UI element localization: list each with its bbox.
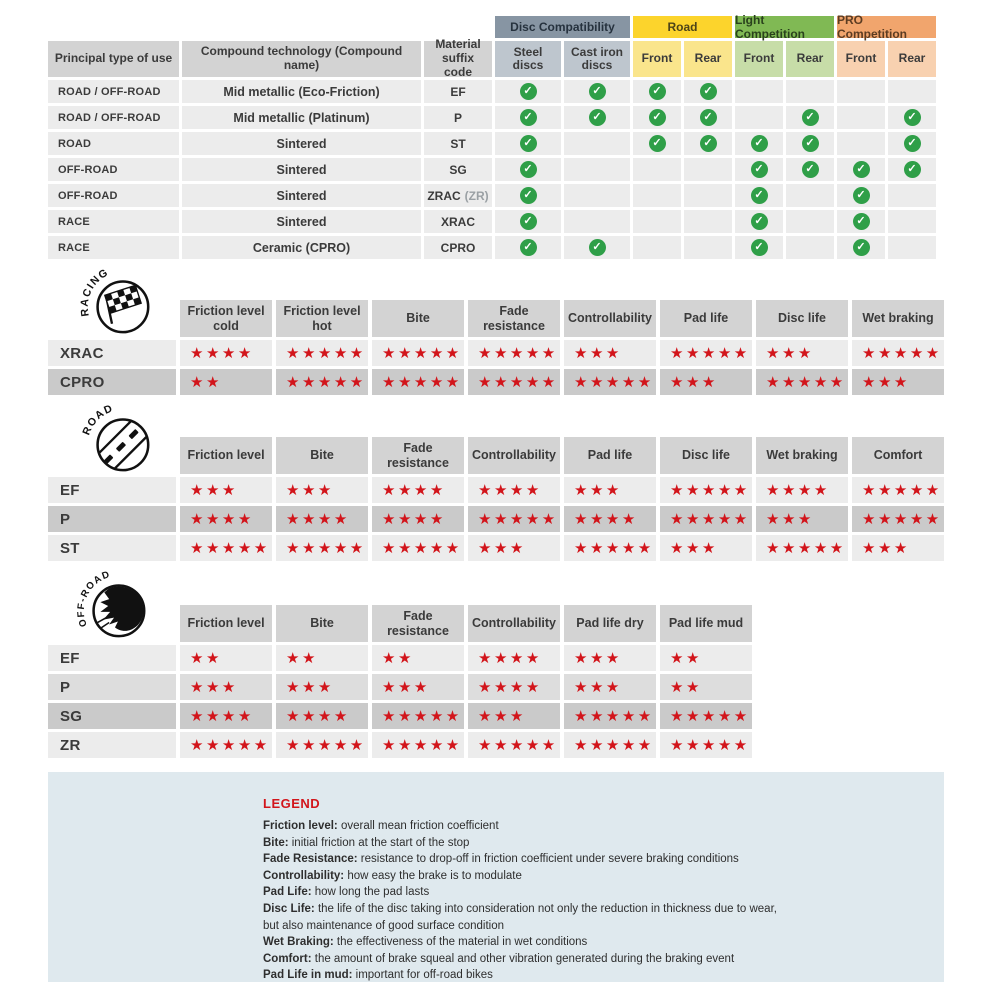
check-cell — [888, 132, 936, 155]
sub-header: Front — [735, 41, 783, 77]
star-rating: ★★★★ — [180, 506, 272, 532]
star-rating: ★★★★★ — [180, 535, 272, 561]
column-header: Compound technology (Compound name) — [182, 41, 421, 77]
legend-item — [263, 936, 924, 948]
rating-column-header: Controllability — [468, 605, 560, 642]
check-icon: ✓ — [649, 109, 666, 126]
legend-term: Pad Life: — [263, 886, 315, 899]
star-rating: ★★★★ — [468, 477, 560, 503]
star-rating: ★★★★★ — [372, 369, 464, 395]
star-rating: ★★★ — [180, 674, 272, 700]
check-cell — [888, 184, 936, 207]
legend-desc: initial friction at the start of the stop — [291, 836, 470, 849]
check-icon: ✓ — [589, 83, 606, 100]
column-header: Principal type of use — [48, 41, 179, 77]
check-cell — [786, 132, 834, 155]
compound-code-cell: EF — [48, 645, 176, 671]
check-icon: ✓ — [904, 109, 921, 126]
code-cell: XRAC — [424, 210, 492, 233]
check-cell — [786, 158, 834, 181]
code-note: (ZR) — [464, 188, 489, 203]
check-icon: ✓ — [520, 109, 537, 126]
check-cell — [684, 210, 732, 233]
check-cell — [837, 210, 885, 233]
check-cell — [786, 184, 834, 207]
use-cell: RACE — [48, 236, 179, 259]
star-rating: ★★★★ — [756, 477, 848, 503]
check-icon: ✓ — [649, 135, 666, 152]
check-cell — [684, 236, 732, 259]
check-cell — [684, 106, 732, 129]
column-header: Material suffix code — [424, 41, 492, 77]
sub-header: Cast iron discs — [564, 41, 630, 77]
star-rating: ★★★ — [564, 340, 656, 366]
racing-label: RACING — [78, 266, 111, 318]
check-icon: ✓ — [520, 239, 537, 256]
check-icon: ✓ — [649, 83, 666, 100]
check-cell — [495, 80, 561, 103]
star-rating: ★★★★ — [564, 506, 656, 532]
legend-item — [263, 853, 924, 865]
check-cell — [495, 236, 561, 259]
rating-column-header: Disc life — [756, 300, 848, 337]
check-cell — [735, 158, 783, 181]
rating-column-header: Bite — [276, 437, 368, 474]
star-rating: ★★★ — [468, 535, 560, 561]
check-icon: ✓ — [853, 187, 870, 204]
star-rating: ★★ — [180, 369, 272, 395]
check-cell — [633, 132, 681, 155]
rating-column-header: Fade resistance — [372, 437, 464, 474]
check-cell — [495, 106, 561, 129]
check-cell — [564, 158, 630, 181]
check-cell — [837, 158, 885, 181]
check-cell — [684, 80, 732, 103]
check-icon: ✓ — [904, 161, 921, 178]
check-cell — [837, 106, 885, 129]
star-rating: ★★★ — [468, 703, 560, 729]
header-spacer — [48, 605, 176, 642]
star-rating: ★★ — [372, 645, 464, 671]
check-cell — [633, 236, 681, 259]
code-cell: ZRAC (ZR) — [424, 184, 492, 207]
check-icon: ✓ — [700, 109, 717, 126]
use-cell: ROAD / OFF-ROAD — [48, 106, 179, 129]
star-rating: ★★★★★ — [564, 535, 656, 561]
check-cell — [495, 210, 561, 233]
check-icon: ✓ — [520, 161, 537, 178]
rating-column-header: Fade resistance — [468, 300, 560, 337]
legend-item — [263, 903, 924, 915]
check-cell — [837, 80, 885, 103]
star-rating: ★★★ — [276, 477, 368, 503]
check-icon: ✓ — [589, 239, 606, 256]
star-rating: ★★★★★ — [564, 732, 656, 758]
star-rating: ★★★★★ — [660, 340, 752, 366]
check-icon: ✓ — [802, 161, 819, 178]
check-cell — [888, 106, 936, 129]
star-rating: ★★★ — [564, 645, 656, 671]
star-rating: ★★★★ — [468, 674, 560, 700]
star-rating: ★★★★★ — [372, 703, 464, 729]
rating-column-header: Comfort — [852, 437, 944, 474]
rating-column-header: Pad life mud — [660, 605, 752, 642]
group-header: Light Competition — [735, 16, 834, 38]
legend-panel — [48, 772, 944, 982]
rating-column-header: Friction level — [180, 605, 272, 642]
star-rating: ★★★★ — [276, 703, 368, 729]
check-icon: ✓ — [751, 135, 768, 152]
legend-desc: how easy the brake is to modulate — [347, 869, 522, 882]
check-icon: ✓ — [853, 213, 870, 230]
star-rating: ★★★★★ — [852, 340, 944, 366]
check-icon: ✓ — [700, 135, 717, 152]
star-rating: ★★★★★ — [564, 703, 656, 729]
star-rating: ★★★★★ — [468, 340, 560, 366]
group-header: PRO Competition — [837, 16, 936, 38]
svg-text:ROAD — [80, 402, 115, 437]
compound-code-cell: CPRO — [48, 369, 176, 395]
star-rating: ★★★ — [756, 506, 848, 532]
legend-term: Pad Life in mud: — [263, 969, 356, 982]
check-icon: ✓ — [802, 135, 819, 152]
compound-cell: Mid metallic (Eco-Friction) — [182, 80, 421, 103]
star-rating: ★★★★ — [180, 703, 272, 729]
check-cell — [786, 236, 834, 259]
legend-items — [263, 820, 924, 981]
compound-code-cell: EF — [48, 477, 176, 503]
use-cell: RACE — [48, 210, 179, 233]
check-cell — [888, 80, 936, 103]
compound-code-cell: P — [48, 506, 176, 532]
rating-column-header: Friction level cold — [180, 300, 272, 337]
code-cell: SG — [424, 158, 492, 181]
check-cell — [633, 106, 681, 129]
star-rating: ★★★★★ — [660, 703, 752, 729]
legend-desc: important for off-road bikes — [355, 969, 493, 982]
star-rating: ★★★★★ — [468, 369, 560, 395]
rating-column-header: Controllability — [564, 300, 656, 337]
use-cell: ROAD — [48, 132, 179, 155]
code-cell: ST — [424, 132, 492, 155]
legend-desc: overall mean friction coefficient — [340, 820, 499, 832]
compound-code-cell: P — [48, 674, 176, 700]
star-rating: ★★★★ — [276, 506, 368, 532]
code-cell: CPRO — [424, 236, 492, 259]
check-icon: ✓ — [520, 135, 537, 152]
rating-column-header: Bite — [276, 605, 368, 642]
compound-cell: Ceramic (CPRO) — [182, 236, 421, 259]
check-cell — [684, 158, 732, 181]
check-cell — [564, 106, 630, 129]
star-rating: ★★★ — [660, 369, 752, 395]
legend-desc: resistance to drop-off in friction coefficient under severe braking conditions — [360, 853, 739, 866]
rating-column-header: Friction level — [180, 437, 272, 474]
check-cell — [495, 132, 561, 155]
check-icon: ✓ — [751, 213, 768, 230]
check-cell — [837, 236, 885, 259]
legend-desc: but also maintenance of good surface condition — [263, 919, 505, 932]
road-label: ROAD — [80, 402, 116, 437]
rating-column-header: Wet braking — [756, 437, 848, 474]
rating-column-header: Friction level hot — [276, 300, 368, 337]
star-rating: ★★ — [276, 645, 368, 671]
check-icon: ✓ — [520, 83, 537, 100]
check-icon: ✓ — [751, 187, 768, 204]
star-rating: ★★★★★ — [852, 477, 944, 503]
compound-code-cell: ST — [48, 535, 176, 561]
legend-item — [263, 837, 924, 849]
star-rating: ★★★ — [276, 674, 368, 700]
check-cell — [888, 236, 936, 259]
check-cell — [735, 236, 783, 259]
star-rating: ★★★★★ — [276, 535, 368, 561]
rating-column-header: Fade resistance — [372, 605, 464, 642]
star-rating: ★★★★★ — [372, 535, 464, 561]
compound-code-cell: ZR — [48, 732, 176, 758]
check-cell — [888, 210, 936, 233]
sub-header: Rear — [684, 41, 732, 77]
compound-cell: Sintered — [182, 158, 421, 181]
check-cell — [735, 80, 783, 103]
legend-desc: how long the pad lasts — [314, 886, 430, 899]
legend-term: Fade Resistance: — [263, 853, 361, 866]
legend-item — [263, 920, 924, 932]
legend-item — [263, 886, 924, 898]
star-rating: ★★★★★ — [276, 369, 368, 395]
check-cell — [735, 132, 783, 155]
star-rating: ★★★★★ — [372, 340, 464, 366]
check-cell — [684, 132, 732, 155]
compat-table — [48, 13, 936, 259]
star-rating: ★★★ — [372, 674, 464, 700]
check-cell — [564, 184, 630, 207]
use-cell: ROAD / OFF-ROAD — [48, 80, 179, 103]
legend-item — [263, 870, 924, 882]
legend-term: Bite: — [263, 836, 292, 849]
header-spacer — [48, 300, 176, 337]
star-rating: ★★★★★ — [276, 732, 368, 758]
check-cell — [564, 80, 630, 103]
check-cell — [564, 210, 630, 233]
check-cell — [495, 158, 561, 181]
check-cell — [786, 106, 834, 129]
star-rating: ★★★★★ — [660, 506, 752, 532]
check-cell — [633, 210, 681, 233]
star-rating: ★★★★★ — [468, 732, 560, 758]
rating-column-header: Pad life dry — [564, 605, 656, 642]
check-cell — [786, 210, 834, 233]
check-cell — [786, 80, 834, 103]
legend-item — [263, 969, 924, 981]
compound-cell: Mid metallic (Platinum) — [182, 106, 421, 129]
compound-cell: Sintered — [182, 210, 421, 233]
check-icon: ✓ — [904, 135, 921, 152]
legend-term: Disc Life: — [263, 902, 318, 915]
rating-column-header: Bite — [372, 300, 464, 337]
check-cell — [564, 132, 630, 155]
legend-term: Comfort: — [263, 952, 315, 965]
check-cell — [495, 184, 561, 207]
star-rating: ★★★★ — [372, 506, 464, 532]
check-icon: ✓ — [802, 109, 819, 126]
rating-column-header: Pad life — [660, 300, 752, 337]
star-rating: ★★★★ — [372, 477, 464, 503]
legend-desc: the effectiveness of the material in wet conditions — [336, 936, 588, 949]
star-rating: ★★★★★ — [756, 369, 848, 395]
star-rating: ★★★★★ — [564, 369, 656, 395]
check-icon: ✓ — [751, 239, 768, 256]
check-cell — [633, 158, 681, 181]
sub-header: Rear — [786, 41, 834, 77]
check-icon: ✓ — [589, 109, 606, 126]
legend-term: Wet Braking: — [263, 936, 337, 949]
star-rating: ★★★ — [180, 477, 272, 503]
header-spacer — [48, 16, 492, 38]
star-rating: ★★ — [660, 645, 752, 671]
code-cell: P — [424, 106, 492, 129]
compound-code-cell: SG — [48, 703, 176, 729]
star-rating: ★★★★★ — [756, 535, 848, 561]
sub-header: Front — [633, 41, 681, 77]
star-rating: ★★ — [180, 645, 272, 671]
code-cell: EF — [424, 80, 492, 103]
check-icon: ✓ — [853, 161, 870, 178]
check-cell — [735, 184, 783, 207]
legend-item — [263, 953, 924, 965]
rating-column-header: Pad life — [564, 437, 656, 474]
sub-header: Front — [837, 41, 885, 77]
sub-header: Rear — [888, 41, 936, 77]
check-cell — [633, 80, 681, 103]
use-cell: OFF-ROAD — [48, 158, 179, 181]
check-cell — [888, 158, 936, 181]
star-rating: ★★★★★ — [660, 732, 752, 758]
star-rating: ★★★ — [756, 340, 848, 366]
check-icon: ✓ — [520, 187, 537, 204]
check-icon: ✓ — [751, 161, 768, 178]
star-rating: ★★★★ — [180, 340, 272, 366]
legend-title: LEGEND — [263, 796, 321, 811]
rating-column-header: Disc life — [660, 437, 752, 474]
legend-term: Friction level: — [263, 820, 341, 832]
star-rating: ★★★★★ — [372, 732, 464, 758]
star-rating: ★★★ — [852, 369, 944, 395]
star-rating: ★★★★★ — [468, 506, 560, 532]
use-cell: OFF-ROAD — [48, 184, 179, 207]
check-cell — [564, 236, 630, 259]
star-rating: ★★★★★ — [276, 340, 368, 366]
check-icon: ✓ — [853, 239, 870, 256]
check-cell — [837, 132, 885, 155]
check-cell — [633, 184, 681, 207]
star-rating: ★★★★ — [468, 645, 560, 671]
racing-table — [48, 300, 944, 395]
group-header: Disc Compatibility — [495, 16, 630, 38]
header-spacer — [48, 437, 176, 474]
road-table — [48, 437, 944, 561]
sub-header: Steel discs — [495, 41, 561, 77]
star-rating: ★★★★★ — [660, 477, 752, 503]
offroad-label: OFF-ROAD — [75, 568, 113, 629]
check-cell — [735, 106, 783, 129]
check-cell — [837, 184, 885, 207]
group-header: Road — [633, 16, 732, 38]
rating-column-header: Wet braking — [852, 300, 944, 337]
star-rating: ★★ — [660, 674, 752, 700]
legend-item — [263, 820, 924, 832]
check-cell — [735, 210, 783, 233]
legend-desc: the amount of brake squeal and other vibration generated during the braking event — [314, 952, 735, 965]
compound-cell: Sintered — [182, 132, 421, 155]
star-rating: ★★★ — [852, 535, 944, 561]
check-icon: ✓ — [520, 213, 537, 230]
star-rating: ★★★ — [564, 674, 656, 700]
star-rating: ★★★★★ — [852, 506, 944, 532]
compound-cell: Sintered — [182, 184, 421, 207]
check-icon: ✓ — [700, 83, 717, 100]
star-rating: ★★★★★ — [180, 732, 272, 758]
star-rating: ★★★ — [660, 535, 752, 561]
star-rating: ★★★ — [564, 477, 656, 503]
legend-desc: the life of the disc taking into consideration not only the reduction in thickness due to wear, — [317, 902, 777, 915]
legend-term: Controllability: — [263, 869, 348, 882]
compound-code-cell: XRAC — [48, 340, 176, 366]
check-cell — [684, 184, 732, 207]
offroad-table — [48, 605, 752, 758]
rating-column-header: Controllability — [468, 437, 560, 474]
